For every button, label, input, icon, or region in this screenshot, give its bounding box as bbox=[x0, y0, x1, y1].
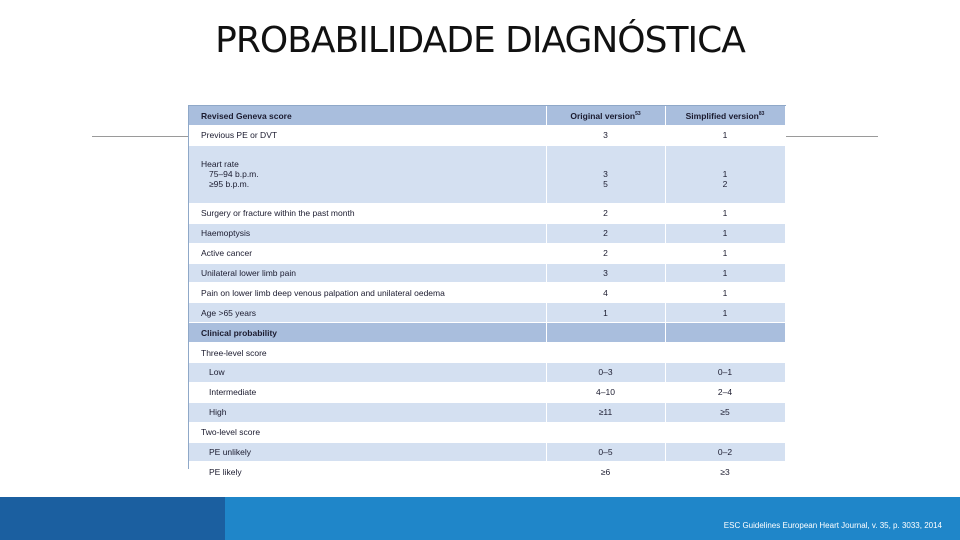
citation: ESC Guidelines European Heart Journal, v. 35, p. 3033, 2014 bbox=[723, 521, 942, 530]
divider-line-left bbox=[92, 136, 190, 137]
row-simplified: 0–1 bbox=[665, 363, 785, 383]
row-simplified: 1 bbox=[665, 283, 785, 303]
heart-rate-sub1: 75–94 b.p.m. bbox=[209, 169, 259, 180]
header-item: Revised Geneva score bbox=[189, 106, 546, 126]
row-original: 3 bbox=[546, 263, 665, 283]
geneva-score-table bbox=[189, 106, 786, 482]
row-label: Age >65 years bbox=[189, 303, 546, 323]
row-label: Active cancer bbox=[189, 243, 546, 263]
clinical-probability-section bbox=[189, 323, 785, 343]
subheading-label: Three-level score bbox=[189, 343, 546, 363]
row-label: Pain on lower limb deep venous palpation and unilateral oedema bbox=[189, 283, 546, 303]
row-simplified: 0–2 bbox=[665, 442, 785, 462]
table-row bbox=[189, 363, 785, 383]
row-simplified: 1 bbox=[665, 303, 785, 323]
row-label: High bbox=[189, 402, 546, 422]
row-simplified: 1 bbox=[665, 203, 785, 223]
table-row bbox=[189, 203, 785, 223]
row-simplified bbox=[665, 145, 785, 203]
row-label: PE likely bbox=[189, 462, 546, 482]
row-original bbox=[546, 145, 665, 203]
row-original: 2 bbox=[546, 223, 665, 243]
row-original: 1 bbox=[546, 303, 665, 323]
section-label: Clinical probability bbox=[189, 323, 546, 343]
footer-bar-accent bbox=[0, 497, 225, 540]
row-label bbox=[189, 145, 546, 203]
row-label: Low bbox=[189, 363, 546, 383]
row-label: Haemoptysis bbox=[189, 223, 546, 243]
three-level-subheading bbox=[189, 343, 785, 363]
footer-bar bbox=[0, 497, 960, 540]
row-simplified: 1 bbox=[665, 263, 785, 283]
row-original: 2 bbox=[546, 243, 665, 263]
row-original: 3 bbox=[546, 126, 665, 146]
table-row bbox=[189, 382, 785, 402]
heart-rate-label: Heart rate bbox=[201, 159, 239, 170]
row-original: 4 bbox=[546, 283, 665, 303]
heart-rate-original2: 5 bbox=[603, 179, 608, 190]
two-level-subheading bbox=[189, 422, 785, 442]
table-row bbox=[189, 283, 785, 303]
row-original: 0–5 bbox=[546, 442, 665, 462]
table-header-row bbox=[189, 106, 785, 126]
subheading-label: Two-level score bbox=[189, 422, 546, 442]
row-label: Intermediate bbox=[189, 382, 546, 402]
row-label: Unilateral lower limb pain bbox=[189, 263, 546, 283]
table-row bbox=[189, 462, 785, 482]
heart-rate-original1: 3 bbox=[603, 169, 608, 180]
header-simplified: Simplified version$^{83}$ bbox=[665, 106, 785, 126]
row-original: ≥11 bbox=[546, 402, 665, 422]
row-simplified: ≥3 bbox=[665, 462, 785, 482]
table-row bbox=[189, 126, 785, 146]
row-simplified: 1 bbox=[665, 243, 785, 263]
table-row bbox=[189, 402, 785, 422]
row-original: 2 bbox=[546, 203, 665, 223]
row-simplified: ≥5 bbox=[665, 402, 785, 422]
slide-title: PROBABILIDADE DIAGNÓSTICA bbox=[215, 20, 745, 61]
row-original: ≥6 bbox=[546, 462, 665, 482]
table-row bbox=[189, 243, 785, 263]
table-row bbox=[189, 303, 785, 323]
row-label: PE unlikely bbox=[189, 442, 546, 462]
table-row bbox=[189, 223, 785, 243]
divider-line-right bbox=[786, 136, 878, 137]
row-simplified: 1 bbox=[665, 223, 785, 243]
row-simplified: 1 bbox=[665, 126, 785, 146]
geneva-score-table-frame bbox=[188, 105, 786, 477]
row-original: 4–10 bbox=[546, 382, 665, 402]
row-label: Surgery or fracture within the past month bbox=[189, 203, 546, 223]
heart-rate-simplified2: 2 bbox=[722, 179, 728, 190]
table-row bbox=[189, 263, 785, 283]
table-row-heart-rate bbox=[189, 145, 785, 203]
row-label: Previous PE or DVT bbox=[189, 126, 546, 146]
heart-rate-sub2: ≥95 b.p.m. bbox=[209, 179, 250, 190]
row-simplified: 2–4 bbox=[665, 382, 785, 402]
table-row bbox=[189, 442, 785, 462]
header-original: Original version$^{53}$ bbox=[546, 106, 665, 126]
heart-rate-simplified1: 1 bbox=[722, 169, 728, 180]
row-original: 0–3 bbox=[546, 363, 665, 383]
